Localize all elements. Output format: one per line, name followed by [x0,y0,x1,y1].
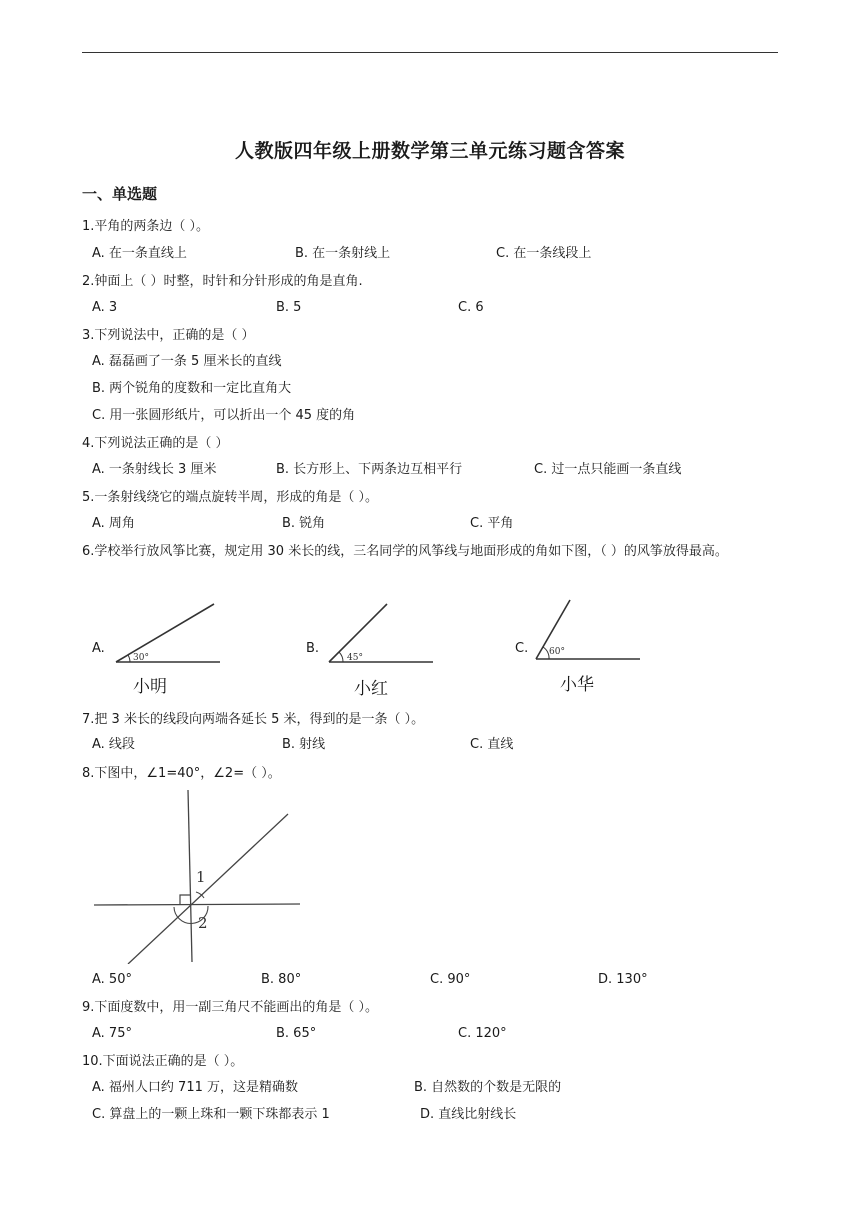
q6-figure-xiaohua [532,598,644,662]
q6-name-xiaoming: 小明 [133,677,167,697]
q8-label-2: 2 [198,914,208,932]
q10-option-d[interactable]: D. 直线比射线长 [420,1107,517,1122]
question-5-stem: 5.一条射线绕它的端点旋转半周，形成的角是（ ）。 [82,490,379,505]
q9-option-b[interactable]: B. 65° [276,1026,317,1041]
q6-name-xiaohua: 小华 [560,675,594,695]
question-7-stem: 7.把 3 米长的线段向两端各延长 5 米，得到的是一条（ ）。 [82,712,425,727]
q6-figure-xiaohong [325,602,437,666]
q9-option-c[interactable]: C. 120° [458,1026,507,1041]
q7-option-a[interactable]: A. 线段 [92,737,135,752]
question-10-stem: 10.下面说法正确的是（ ）。 [82,1054,244,1069]
q10-option-a[interactable]: A. 福州人口约 711 万，这是精确数 [92,1080,299,1095]
q3-option-b[interactable]: B. 两个锐角的度数和一定比直角大 [92,381,292,396]
q5-option-c[interactable]: C. 平角 [470,516,514,531]
q2-option-c[interactable]: C. 6 [458,300,484,315]
q6-angle-a: 30° [133,653,149,663]
header-rule [82,52,778,53]
q4-option-a[interactable]: A. 一条射线长 3 厘米 [92,462,217,477]
q1-option-c[interactable]: C. 在一条线段上 [496,246,592,261]
question-6-stem: 6.学校举行放风筝比赛，规定用 30 米长的线，三名同学的风筝线与地面形成的角如下图，（ ）的风筝放得最高。 [82,544,728,559]
q8-label-1: 1 [196,868,206,886]
q8-option-a[interactable]: A. 50° [92,972,132,987]
q1-option-b[interactable]: B. 在一条射线上 [295,246,391,261]
q10-option-b[interactable]: B. 自然数的个数是无限的 [414,1080,562,1095]
document-title: 人教版四年级上册数学第三单元练习题含答案 [234,140,625,162]
q6-figure-xiaoming [112,600,224,666]
q7-option-c[interactable]: C. 直线 [470,737,514,752]
question-9-stem: 9.下面度数中，用一副三角尺不能画出的角是（ ）。 [82,1000,379,1015]
q2-option-a[interactable]: A. 3 [92,300,118,315]
q3-option-c[interactable]: C. 用一张圆形纸片，可以折出一个 45 度的角 [92,408,356,423]
q1-option-a[interactable]: A. 在一条直线上 [92,246,187,261]
q8-figure-angles [90,788,302,964]
q6-option-c[interactable]: C. [515,641,529,656]
q5-option-b[interactable]: B. 锐角 [282,516,326,531]
question-8-stem: 8.下图中，∠1=40°，∠2=（ ）。 [82,766,281,781]
q8-option-d[interactable]: D. 130° [598,972,648,987]
q4-option-c[interactable]: C. 过一点只能画一条直线 [534,462,682,477]
q5-option-a[interactable]: A. 周角 [92,516,135,531]
question-2-stem: 2.钟面上（ ）时整，时针和分针形成的角是直角. [82,274,363,289]
q2-option-b[interactable]: B. 5 [276,300,302,315]
q6-angle-b: 45° [347,653,363,663]
question-3-stem: 3.下列说法中，正确的是（ ） [82,328,255,343]
question-4-stem: 4.下列说法正确的是（ ） [82,436,229,451]
q8-option-c[interactable]: C. 90° [430,972,471,987]
q6-option-a[interactable]: A. [92,641,105,656]
section-heading: 一、单选题 [82,185,158,203]
q6-name-xiaohong: 小红 [354,679,388,699]
question-1-stem: 1.平角的两条边（ ）。 [82,219,210,234]
q3-option-a[interactable]: A. 磊磊画了一条 5 厘米长的直线 [92,354,282,369]
q6-option-b[interactable]: B. [306,641,320,656]
q7-option-b[interactable]: B. 射线 [282,737,326,752]
q4-option-b[interactable]: B. 长方形上、下两条边互相平行 [276,462,463,477]
q9-option-a[interactable]: A. 75° [92,1026,132,1041]
q6-angle-c: 60° [549,647,565,657]
q8-option-b[interactable]: B. 80° [261,972,302,987]
q10-option-c[interactable]: C. 算盘上的一颗上珠和一颗下珠都表示 1 [92,1107,330,1122]
